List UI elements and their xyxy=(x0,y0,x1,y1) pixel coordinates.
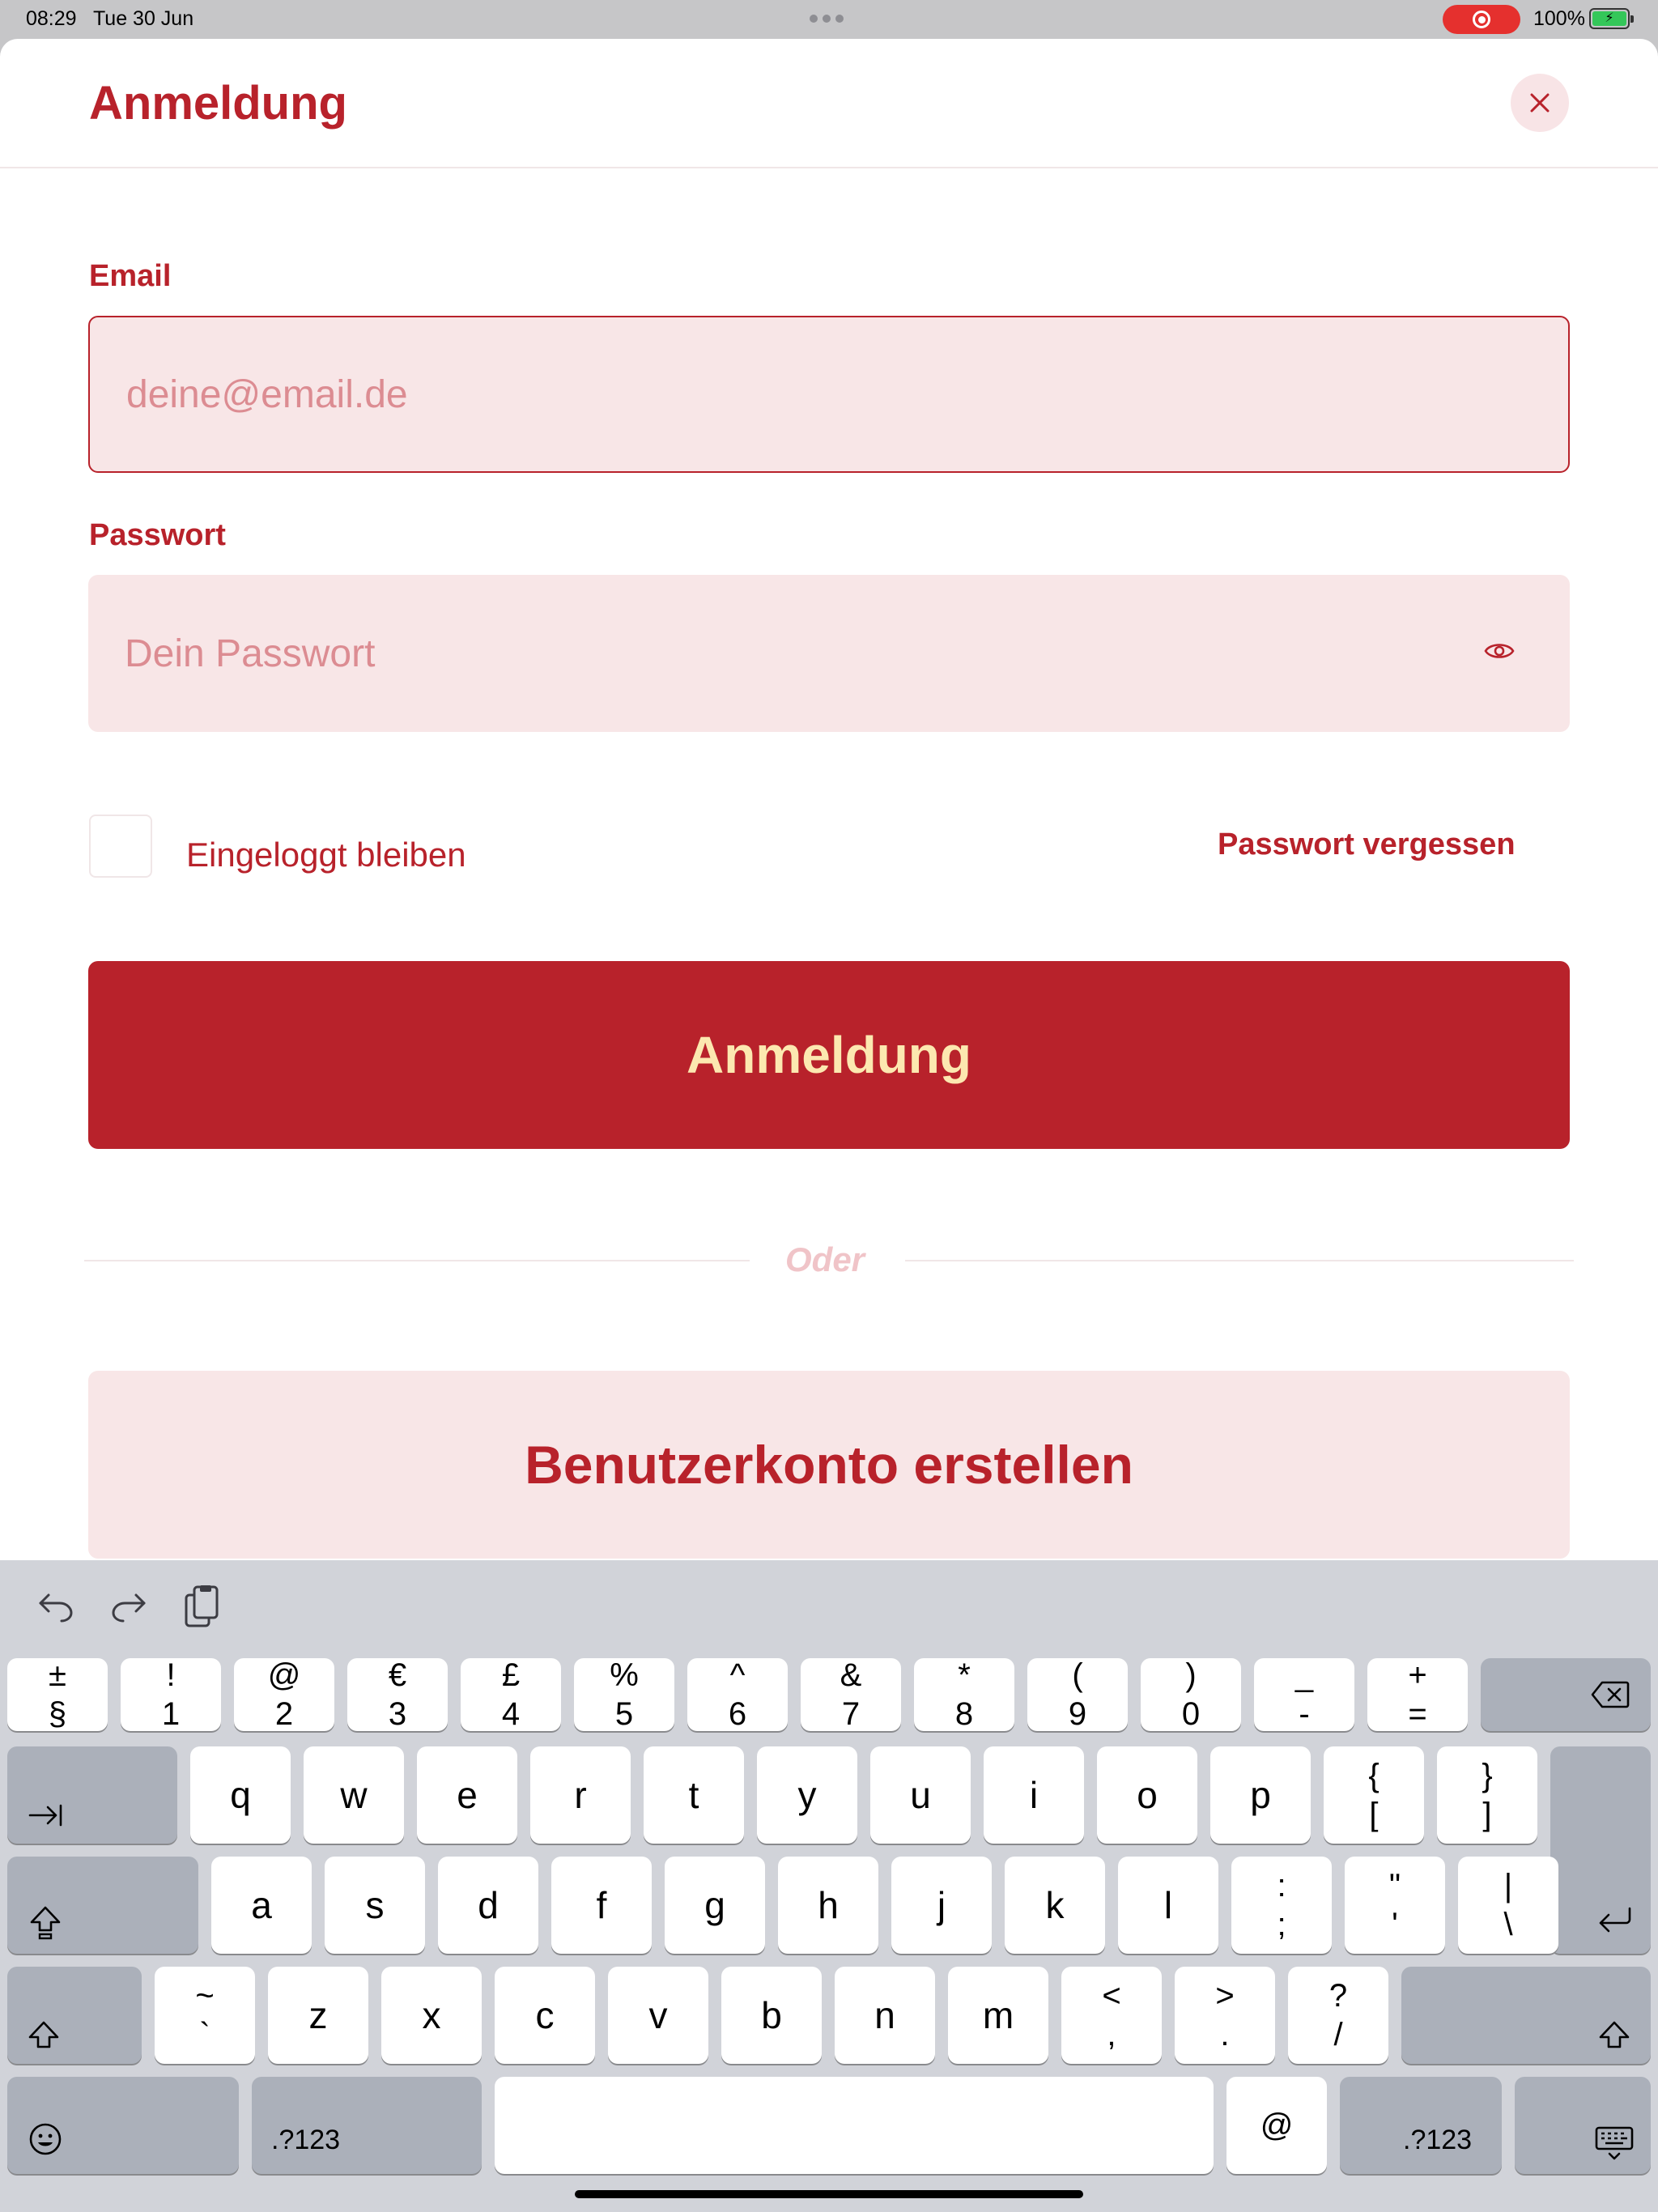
eye-icon xyxy=(1484,640,1515,662)
key-return[interactable] xyxy=(1550,1746,1651,1954)
key-r[interactable]: r xyxy=(530,1746,631,1844)
key-tab[interactable] xyxy=(7,1746,177,1844)
key-2[interactable]: @ 2 xyxy=(234,1658,334,1731)
sheet-header xyxy=(0,39,1658,168)
key-4[interactable]: £ 4 xyxy=(461,1658,561,1731)
on-screen-keyboard xyxy=(0,1560,1658,2212)
caps-lock-icon xyxy=(28,1905,62,1941)
key-shift-left[interactable] xyxy=(7,1967,142,2064)
key-backslash[interactable]: | \ xyxy=(1458,1857,1558,1954)
divider-label: Oder xyxy=(785,1240,865,1278)
key-period[interactable]: > . xyxy=(1175,1967,1275,2064)
key-d[interactable]: d xyxy=(438,1857,538,1954)
page-title: Anmeldung xyxy=(89,77,347,130)
key-p[interactable]: p xyxy=(1210,1746,1311,1844)
emoji-icon xyxy=(28,2122,62,2156)
divider-left xyxy=(84,1260,750,1261)
tab-icon xyxy=(27,1802,64,1829)
key-6[interactable]: ^ 6 xyxy=(687,1658,788,1731)
key-q[interactable]: q xyxy=(190,1746,291,1844)
key-equals[interactable]: + = xyxy=(1367,1658,1468,1731)
key-g[interactable]: g xyxy=(665,1857,765,1954)
key-i[interactable]: i xyxy=(984,1746,1084,1844)
home-indicator[interactable] xyxy=(575,2190,1083,2198)
key-minus[interactable]: _ - xyxy=(1254,1658,1354,1731)
key-quote[interactable]: " ' xyxy=(1345,1857,1445,1954)
status-bar xyxy=(0,0,1658,39)
key-numbers-right[interactable]: .?123 xyxy=(1340,2077,1502,2174)
key-at[interactable]: @ xyxy=(1226,2077,1327,2174)
email-label: Email xyxy=(89,259,172,293)
key-v[interactable]: v xyxy=(608,1967,708,2064)
key-y[interactable]: y xyxy=(757,1746,857,1844)
key-comma[interactable]: < , xyxy=(1061,1967,1162,2064)
redo-button[interactable] xyxy=(107,1585,151,1628)
key-bracket-right[interactable]: } ] xyxy=(1437,1746,1537,1844)
key-space[interactable] xyxy=(495,2077,1214,2174)
key-j[interactable]: j xyxy=(891,1857,992,1954)
battery-percentage: 100% xyxy=(1533,7,1585,30)
remember-me-checkbox[interactable] xyxy=(89,815,152,878)
key-section[interactable]: ± § xyxy=(7,1658,108,1731)
key-m[interactable]: m xyxy=(948,1967,1048,2064)
key-3[interactable]: € 3 xyxy=(347,1658,448,1731)
key-9[interactable]: ( 9 xyxy=(1027,1658,1128,1731)
key-e[interactable]: e xyxy=(417,1746,517,1844)
battery-icon: ⚡ xyxy=(1589,8,1630,29)
divider-right xyxy=(905,1260,1574,1261)
key-z[interactable]: z xyxy=(268,1967,368,2064)
password-field[interactable] xyxy=(125,632,1420,676)
forgot-password-link[interactable]: Passwort vergessen xyxy=(1218,827,1516,861)
key-5[interactable]: % 5 xyxy=(574,1658,674,1731)
key-h[interactable]: h xyxy=(778,1857,878,1954)
key-o[interactable]: o xyxy=(1097,1746,1197,1844)
key-n[interactable]: n xyxy=(835,1967,935,2064)
paste-button[interactable] xyxy=(180,1585,223,1628)
key-dismiss-keyboard[interactable] xyxy=(1515,2077,1651,2174)
key-caps-lock[interactable] xyxy=(7,1857,198,1954)
close-button[interactable] xyxy=(1511,74,1569,132)
shift-icon xyxy=(1597,2020,1631,2049)
close-icon xyxy=(1528,91,1551,114)
redo-icon xyxy=(110,1590,147,1623)
key-semicolon[interactable]: : ; xyxy=(1231,1857,1332,1954)
login-button[interactable]: Anmeldung xyxy=(88,961,1570,1149)
clipboard-icon xyxy=(184,1585,219,1627)
key-l[interactable]: l xyxy=(1118,1857,1218,1954)
return-icon xyxy=(1596,1905,1633,1933)
password-field-container[interactable] xyxy=(88,575,1570,732)
screen-recording-indicator[interactable] xyxy=(1443,5,1520,34)
multitasking-dots[interactable] xyxy=(810,15,844,23)
key-t[interactable]: t xyxy=(644,1746,744,1844)
key-slash[interactable]: ? / xyxy=(1288,1967,1388,2064)
key-c[interactable]: c xyxy=(495,1967,595,2064)
key-a[interactable]: a xyxy=(211,1857,312,1954)
undo-icon xyxy=(37,1590,74,1623)
shift-icon xyxy=(27,2020,61,2049)
status-time: 08:29 Tue 30 Jun xyxy=(26,7,194,30)
key-1[interactable]: ! 1 xyxy=(121,1658,221,1731)
email-field-container[interactable] xyxy=(88,316,1570,473)
key-0[interactable]: ) 0 xyxy=(1141,1658,1241,1731)
show-password-button[interactable] xyxy=(1484,640,1515,666)
key-f[interactable]: f xyxy=(551,1857,652,1954)
keyboard-dismiss-icon xyxy=(1594,2125,1635,2161)
key-numbers-left[interactable]: .?123 xyxy=(252,2077,482,2174)
remember-me-label[interactable]: Eingeloggt bleiben xyxy=(186,836,466,874)
key-backspace[interactable] xyxy=(1481,1658,1651,1731)
create-account-button[interactable]: Benutzerkonto erstellen xyxy=(88,1371,1570,1559)
key-tilde[interactable]: ~ ` xyxy=(155,1967,255,2064)
key-8[interactable]: * 8 xyxy=(914,1658,1014,1731)
keyboard-toolbar xyxy=(0,1560,1658,1649)
key-shift-right[interactable] xyxy=(1401,1967,1651,2064)
backspace-icon xyxy=(1591,1681,1630,1708)
key-bracket-left[interactable]: { [ xyxy=(1324,1746,1424,1844)
key-b[interactable]: b xyxy=(721,1967,822,2064)
undo-button[interactable] xyxy=(34,1585,78,1628)
key-x[interactable]: x xyxy=(381,1967,482,2064)
key-7[interactable]: & 7 xyxy=(801,1658,901,1731)
key-w[interactable]: w xyxy=(304,1746,404,1844)
key-s[interactable]: s xyxy=(325,1857,425,1954)
key-emoji[interactable] xyxy=(7,2077,239,2174)
password-label: Passwort xyxy=(89,518,226,552)
email-field[interactable] xyxy=(126,372,1422,417)
key-u[interactable]: u xyxy=(870,1746,971,1844)
key-k[interactable]: k xyxy=(1005,1857,1105,1954)
